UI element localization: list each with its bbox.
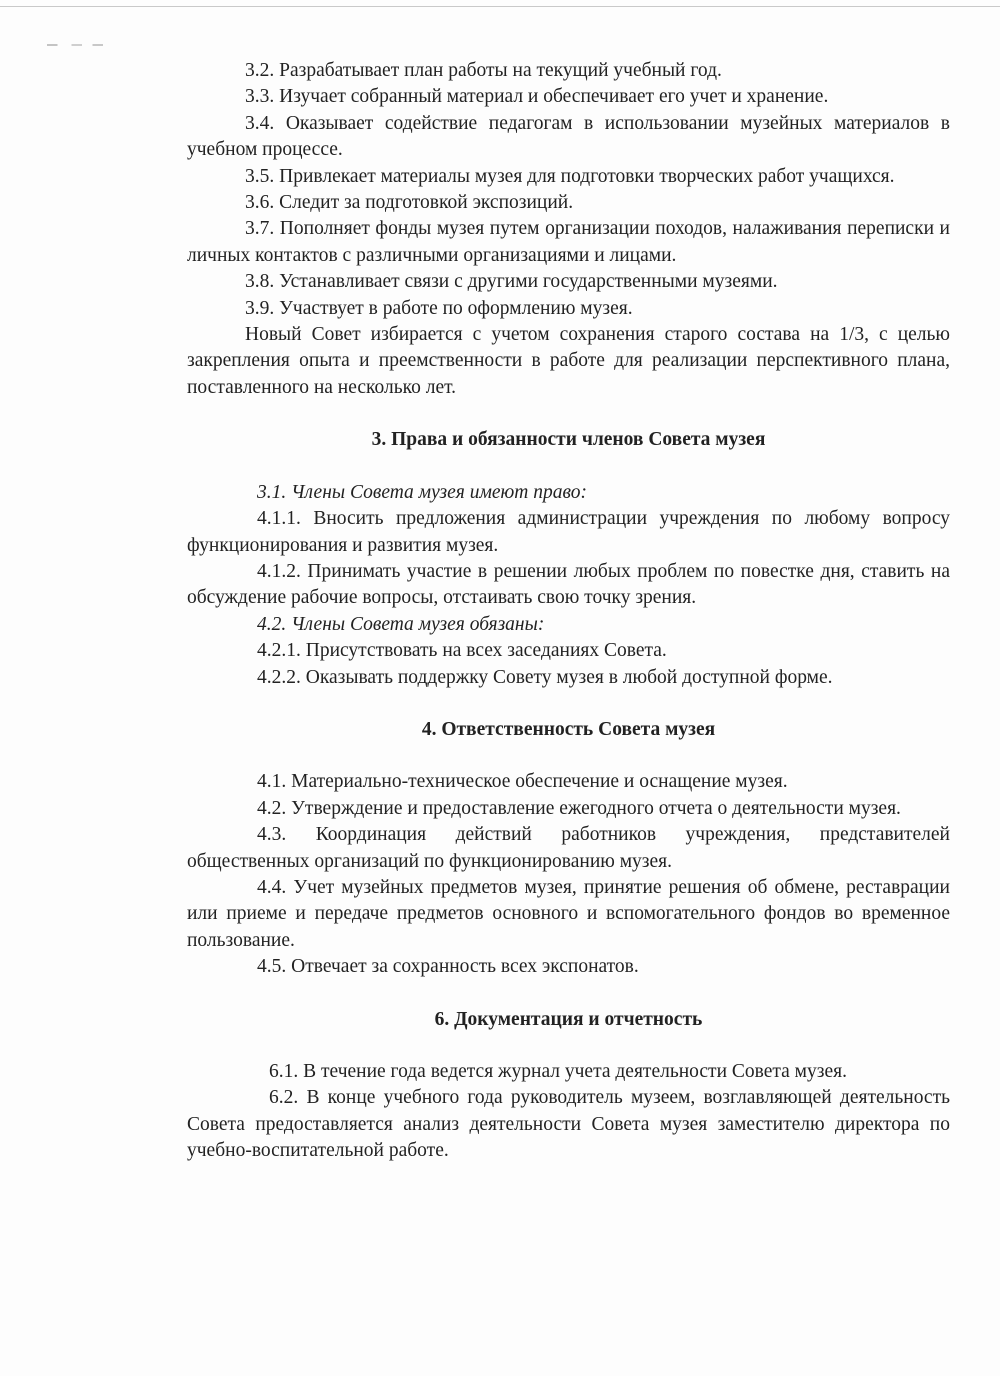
paragraph-4-1-2: 4.1.2. Принимать участие в решении любых проблем по повестке дня, ставить на обсуждение рабочие вопросы, отстаивать свою точку зрения. xyxy=(187,560,950,609)
paragraph-3-8: 3.8. Устанавливает связи с другими государственными музеями. xyxy=(245,271,778,293)
paragraph-resp-4-3: 4.3. Координация действий работников учреждения, представителей общественных организаций по функционированию музея. xyxy=(187,824,950,872)
paragraph-3-5: 3.5. Привлекает материалы музея для подготовки творческих работ учащихся. xyxy=(245,165,895,187)
paragraph-resp-4-5: 4.5. Отвечает за сохранность всех экспонатов. xyxy=(257,956,639,978)
paragraph-4-2-1: 4.2.1. Присутствовать на всех заседаниях Совета. xyxy=(257,640,667,662)
paragraph-3-4: 3.4. Оказывает содействие педагогам в использовании музейных материалов в учебном процессе. xyxy=(187,112,950,161)
spacer xyxy=(187,691,950,717)
scan-top-edge xyxy=(0,6,1000,7)
paragraph-3-9: 3.9. Участвует в работе по оформлению музея. xyxy=(245,297,633,319)
spacer xyxy=(187,743,950,769)
spacer xyxy=(187,454,950,480)
paragraph-3-2: 3.2. Разрабатывает план работы на текущий учебный год. xyxy=(245,60,722,81)
subheading-rights: 3.1. Члены Совета музея имеют право: xyxy=(257,481,587,503)
scan-mark xyxy=(40,44,110,46)
paragraph-resp-4-4: 4.4. Учет музейных предметов музея, принятие решения об обмене, реставрации или приеме и передаче предметов основного и вспомогательного фондов во временное пользование. xyxy=(187,876,950,951)
paragraph-3-6: 3.6. Следит за подготовкой экспозиций. xyxy=(245,192,574,214)
paragraph-new-council: Новый Совет избирается с учетом сохранения старого состава на 1/3, с целью закрепления опыта и преемственности в работе для реализации перспективного плана, поставленного на несколько лет. xyxy=(187,324,950,398)
paragraph-resp-4-1: 4.1. Материально-техническое обеспечение и оснащение музея. xyxy=(257,771,788,793)
paragraph-4-2-2: 4.2.2. Оказывать поддержку Совету музея в любой доступной форме. xyxy=(257,666,833,688)
subheading-duties: 4.2. Члены Совета музея обязаны: xyxy=(257,613,545,635)
paragraph-4-1-1: 4.1.1. Вносить предложения администрации учреждения по любому вопросу функционирования и развития музея. xyxy=(187,508,950,556)
spacer xyxy=(187,981,950,1007)
paragraph-6-1: 6.1. В течение года ведется журнал учета деятельности Совета музея. xyxy=(269,1061,847,1082)
paragraph-3-7: 3.7. Пополняет фонды музея путем организации походов, налаживания переписки и личных контактов с различными организациями и лицами. xyxy=(187,218,950,266)
heading-rights: 3. Права и обязанности членов Совета музея xyxy=(371,429,766,451)
paragraph-3-3: 3.3. Изучает собранный материал и обеспечивает его учет и хранение. xyxy=(245,86,829,108)
document-body xyxy=(187,58,950,1165)
spacer xyxy=(187,401,950,427)
paragraph-6-2: 6.2. В конце учебного года руководитель музеем, возглавляющей деятельность Совета предоставляется анализ деятельности Совета музея заместителю директора по учебно-воспитательной работе. xyxy=(187,1087,950,1162)
heading-documentation: 6. Документация и отчетность xyxy=(434,1008,703,1030)
paragraph-resp-4-2: 4.2. Утверждение и предоставление ежегодного отчета о деятельности музея. xyxy=(257,797,901,819)
heading-responsibility: 4. Ответственность Совета музея xyxy=(421,718,716,740)
spacer xyxy=(187,1033,950,1059)
